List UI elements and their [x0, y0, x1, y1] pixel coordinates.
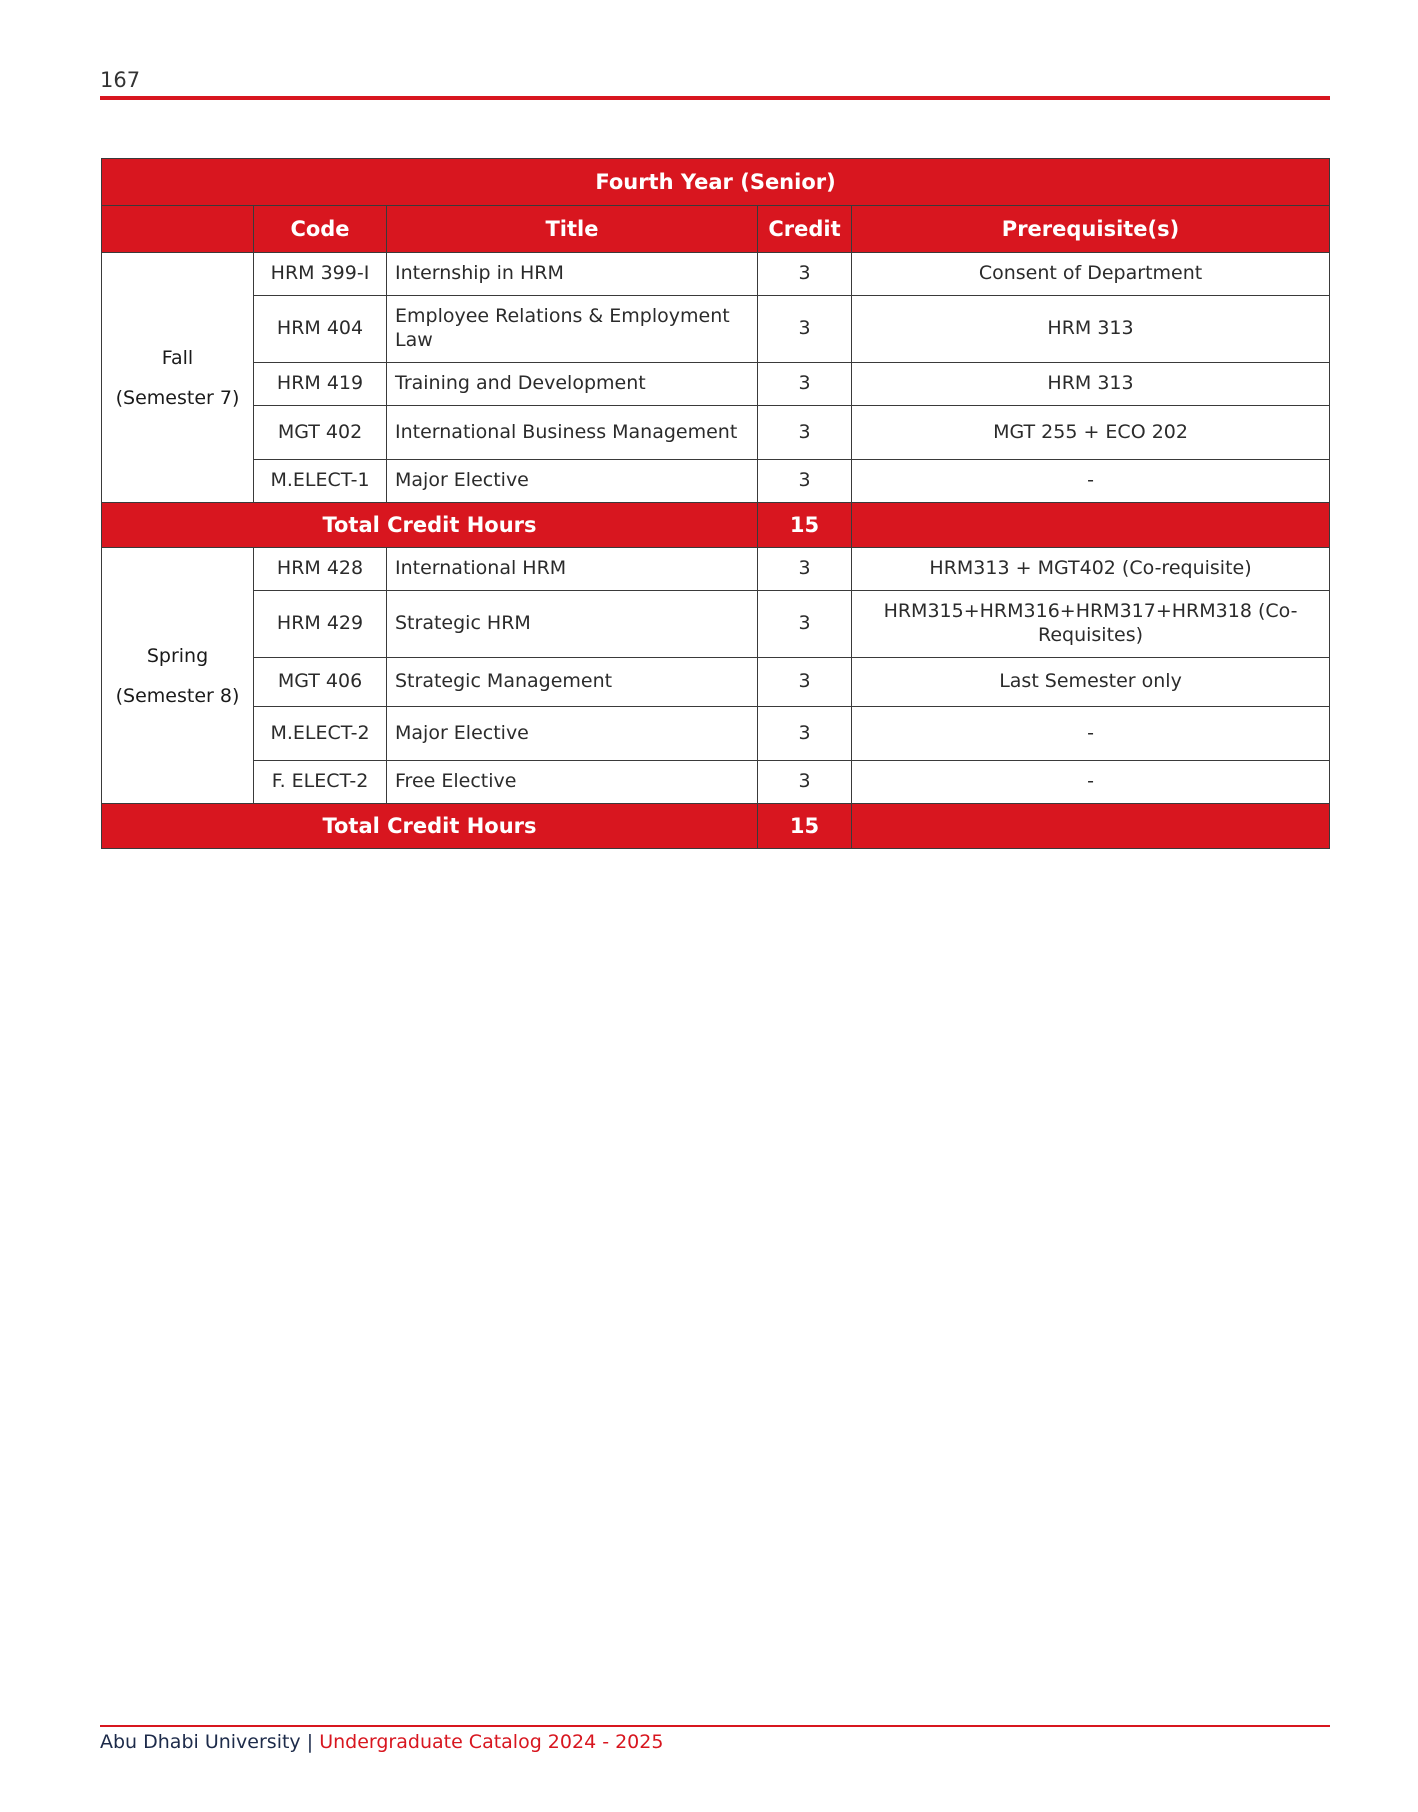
total-empty	[852, 804, 1330, 849]
course-credit: 3	[758, 406, 852, 460]
table-row	[102, 296, 1330, 363]
table-row	[102, 253, 1330, 296]
table-row	[102, 363, 1330, 406]
course-credit: 3	[758, 548, 852, 591]
header-prerequisites: Prerequisite(s)	[852, 206, 1330, 253]
semester-label: Fall	[161, 346, 194, 369]
curriculum-table	[101, 158, 1330, 849]
course-code: M.ELECT-2	[254, 707, 387, 761]
course-code: HRM 419	[254, 363, 387, 406]
table-row	[102, 591, 1330, 658]
table-row	[102, 548, 1330, 591]
header-title: Title	[387, 206, 758, 253]
course-credit: 3	[758, 363, 852, 406]
table-header-row	[102, 206, 1330, 253]
course-title: Major Elective	[387, 707, 758, 761]
course-credit: 3	[758, 296, 852, 363]
course-code: F. ELECT-2	[254, 761, 387, 804]
course-prerequisite: HRM 313	[852, 296, 1330, 363]
course-prerequisite: Consent of Department	[852, 253, 1330, 296]
total-label: Total Credit Hours	[102, 503, 758, 548]
footer-separator: |	[306, 1731, 314, 1753]
course-prerequisite: HRM 313	[852, 363, 1330, 406]
course-title: Training and Development	[387, 363, 758, 406]
footer-divider	[100, 1725, 1330, 1727]
course-credit: 3	[758, 591, 852, 658]
course-title: Strategic HRM	[387, 591, 758, 658]
table-row	[102, 460, 1330, 503]
table-row	[102, 761, 1330, 804]
semester-number: (Semester 7)	[115, 386, 240, 409]
header-code: Code	[254, 206, 387, 253]
course-title: Employee Relations & Employment Law	[387, 296, 758, 363]
table-title-row	[102, 159, 1330, 206]
footer	[100, 1731, 663, 1753]
course-credit: 3	[758, 658, 852, 707]
total-empty	[852, 503, 1330, 548]
course-prerequisite: HRM313 + MGT402 (Co-requisite)	[852, 548, 1330, 591]
course-prerequisite: -	[852, 761, 1330, 804]
course-code: M.ELECT-1	[254, 460, 387, 503]
footer-university: Abu Dhabi University	[100, 1731, 301, 1753]
course-code: HRM 399-I	[254, 253, 387, 296]
semester-number: (Semester 8)	[115, 684, 240, 707]
total-row-fall	[102, 503, 1330, 548]
course-credit: 3	[758, 460, 852, 503]
table-row	[102, 658, 1330, 707]
semester-fall	[102, 253, 254, 503]
total-value: 15	[758, 503, 852, 548]
course-title: Major Elective	[387, 460, 758, 503]
course-code: MGT 402	[254, 406, 387, 460]
course-title: Internship in HRM	[387, 253, 758, 296]
course-code: HRM 404	[254, 296, 387, 363]
page-number: 167	[100, 68, 141, 92]
footer-catalog: Undergraduate Catalog 2024 - 2025	[319, 1731, 664, 1753]
course-prerequisite: HRM315+HRM316+HRM317+HRM318 (Co-Requisites)	[852, 591, 1330, 658]
course-title: International Business Management	[387, 406, 758, 460]
course-code: HRM 428	[254, 548, 387, 591]
course-credit: 3	[758, 707, 852, 761]
course-code: HRM 429	[254, 591, 387, 658]
course-credit: 3	[758, 761, 852, 804]
table-row	[102, 406, 1330, 460]
course-credit: 3	[758, 253, 852, 296]
course-prerequisite: MGT 255 + ECO 202	[852, 406, 1330, 460]
course-prerequisite: -	[852, 707, 1330, 761]
course-title: Strategic Management	[387, 658, 758, 707]
header-empty	[102, 206, 254, 253]
table-row	[102, 707, 1330, 761]
course-title: International HRM	[387, 548, 758, 591]
total-value: 15	[758, 804, 852, 849]
course-prerequisite: -	[852, 460, 1330, 503]
header-divider	[100, 96, 1330, 100]
semester-label: Spring	[146, 644, 209, 667]
header-credit: Credit	[758, 206, 852, 253]
table-title: Fourth Year (Senior)	[102, 159, 1330, 206]
semester-spring	[102, 548, 254, 804]
total-label: Total Credit Hours	[102, 804, 758, 849]
course-title: Free Elective	[387, 761, 758, 804]
course-code: MGT 406	[254, 658, 387, 707]
total-row-spring	[102, 804, 1330, 849]
course-prerequisite: Last Semester only	[852, 658, 1330, 707]
